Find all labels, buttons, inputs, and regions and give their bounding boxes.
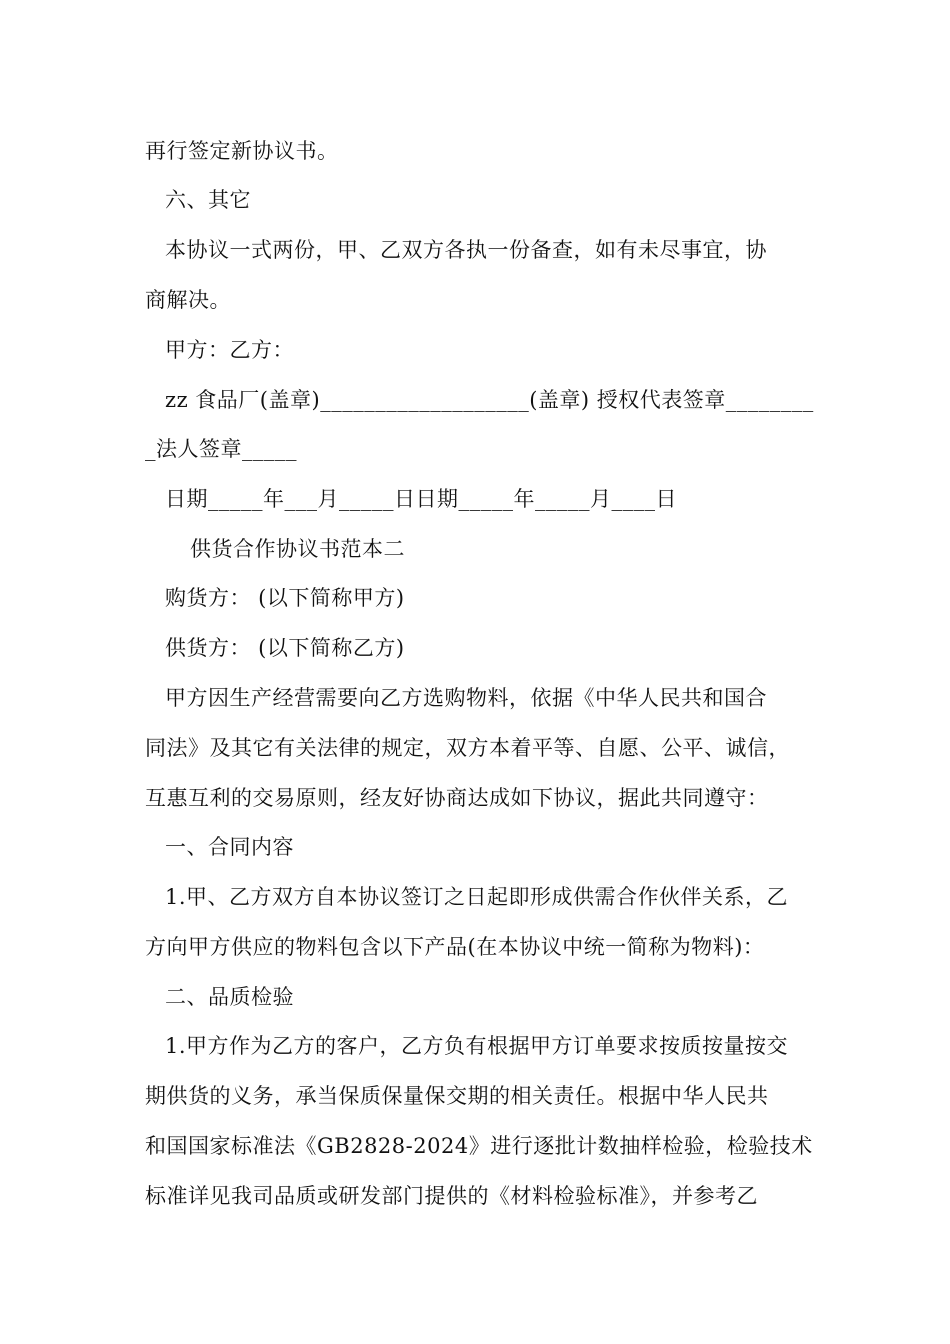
date-line: 日期_____年___月_____日日期_____年_____月____日: [165, 487, 677, 511]
paragraph-line: 标准详见我司品质或研发部门提供的《材料检验标准》，并参考乙: [145, 1184, 758, 1208]
signature-line: _法人签章_____: [145, 437, 297, 461]
paragraph-line: 本协议一式两份，甲、乙双方各执一份备查，如有未尽事宜，协: [165, 238, 767, 262]
paragraph-line: 和国国家标准法《GB2828-2024》进行逐批计数抽样检验，检验技术: [145, 1134, 813, 1158]
paragraph-line: 期供货的义务，承当保质保量保交期的相关责任。根据中华人民共: [145, 1084, 769, 1108]
section-heading-contract-content: 一、合同内容: [165, 835, 294, 859]
paragraph-line: 互惠互利的交易原则，经友好协商达成如下协议，据此共同遵守：: [145, 786, 769, 810]
party-labels: 甲方：乙方：: [165, 338, 294, 362]
buyer-line: 购货方： (以下简称甲方): [165, 586, 405, 610]
paragraph-line: 商解决。: [145, 288, 231, 312]
paragraph-line: 1.甲方作为乙方的客户，乙方负有根据甲方订单要求按质按量按交: [165, 1034, 789, 1058]
paragraph-line: 方向甲方供应的物料包含以下产品(在本协议中统一简称为物料)：: [145, 935, 765, 959]
paragraph-line: 同法》及其它有关法律的规定，双方本着平等、自愿、公平、诚信，: [145, 736, 790, 760]
supplier-line: 供货方： (以下简称乙方): [165, 636, 405, 660]
paragraph-line: 再行签定新协议书。: [145, 139, 339, 163]
signature-line: zz 食品厂(盖章)___________________(盖章) 授权代表签章________: [165, 388, 814, 412]
paragraph-line: 甲方因生产经营需要向乙方选购物料，依据《中华人民共和国合: [165, 686, 767, 710]
document-title: 供货合作协议书范本二: [190, 537, 405, 561]
paragraph-line: 1.甲、乙方双方自本协议签订之日起即形成供需合作伙伴关系，乙: [165, 885, 789, 909]
section-heading-quality-inspection: 二、品质检验: [165, 985, 294, 1009]
section-heading-other: 六、其它: [165, 188, 251, 212]
